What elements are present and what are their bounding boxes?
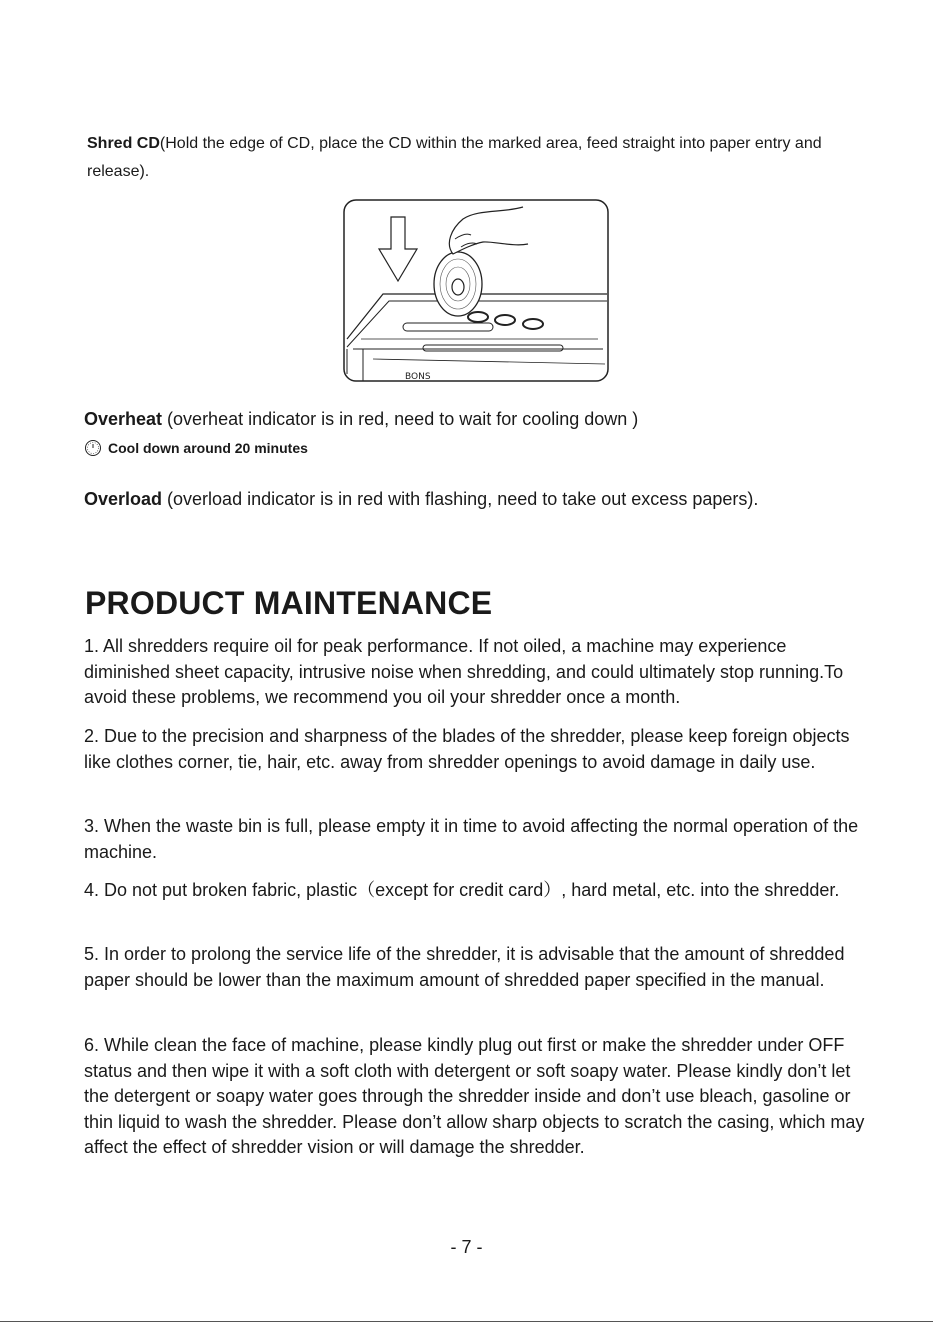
- svg-text:BONS: BONS: [405, 372, 431, 382]
- maintenance-item-5: 5. In order to prolong the service life of the shredder, it is advisable that the amount of shredded paper should be lower than the maximum amount of shredded paper specified in the manual.: [84, 944, 845, 990]
- section-title: PRODUCT MAINTENANCE: [85, 585, 493, 621]
- maintenance-item-3: 3. When the waste bin is full, please empty it in time to avoid affecting the normal operation of the machine.: [84, 816, 859, 862]
- page-number: - 7 -: [450, 1237, 483, 1257]
- shred-cd-instruction: [87, 130, 847, 186]
- overload-text: (overload indicator is in red with flashing, need to take out excess papers).: [162, 489, 759, 509]
- shred-cd-text: (Hold the edge of CD, place the CD within the marked area, feed straight into paper entry and release).: [87, 135, 822, 180]
- overheat-heading: Overheat: [84, 409, 163, 429]
- footer-divider: [0, 1321, 933, 1322]
- cooldown-text: Cool down around 20 minutes: [108, 440, 308, 456]
- overload-heading: Overload: [84, 489, 163, 509]
- shred-cd-illustration: [343, 199, 609, 382]
- overload-line: [84, 487, 758, 511]
- maintenance-item-6: 6. While clean the face of machine, please kindly plug out first or make the shredder under OFF status and then wipe it with a soft cloth with detergent or soft soapy water. Please kindly don’t let the detergent or soapy water goes through the shredder inside and don’t use bleach, gasoline or thin liquid to wash the shredder. Please don’t allow sharp objects to scratch the casing, which may affect the effect of shredder vision or will damage the shredder.: [84, 1035, 865, 1157]
- maintenance-item-4: 4. Do not put broken fabric, plastic（except for credit card）, hard metal, etc. into the shredder.: [84, 880, 840, 900]
- clock-icon: [84, 439, 102, 457]
- overheat-line: [84, 407, 638, 431]
- maintenance-item-1: 1. All shredders require oil for peak performance. If not oiled, a machine may experience diminished sheet capacity, intrusive noise when shredding, and could ultimately stop running.To avoid these problems, we recommend you oil your shredder once a month.: [84, 636, 844, 707]
- shred-cd-heading: Shred CD: [87, 135, 160, 152]
- cooldown-note: [84, 437, 308, 459]
- overheat-text: (overheat indicator is in red, need to wait for cooling down ): [162, 409, 639, 429]
- maintenance-item-2: 2. Due to the precision and sharpness of the blades of the shredder, please keep foreign objects like clothes corner, tie, hair, etc. away from shredder openings to avoid damage in daily use.: [84, 726, 850, 772]
